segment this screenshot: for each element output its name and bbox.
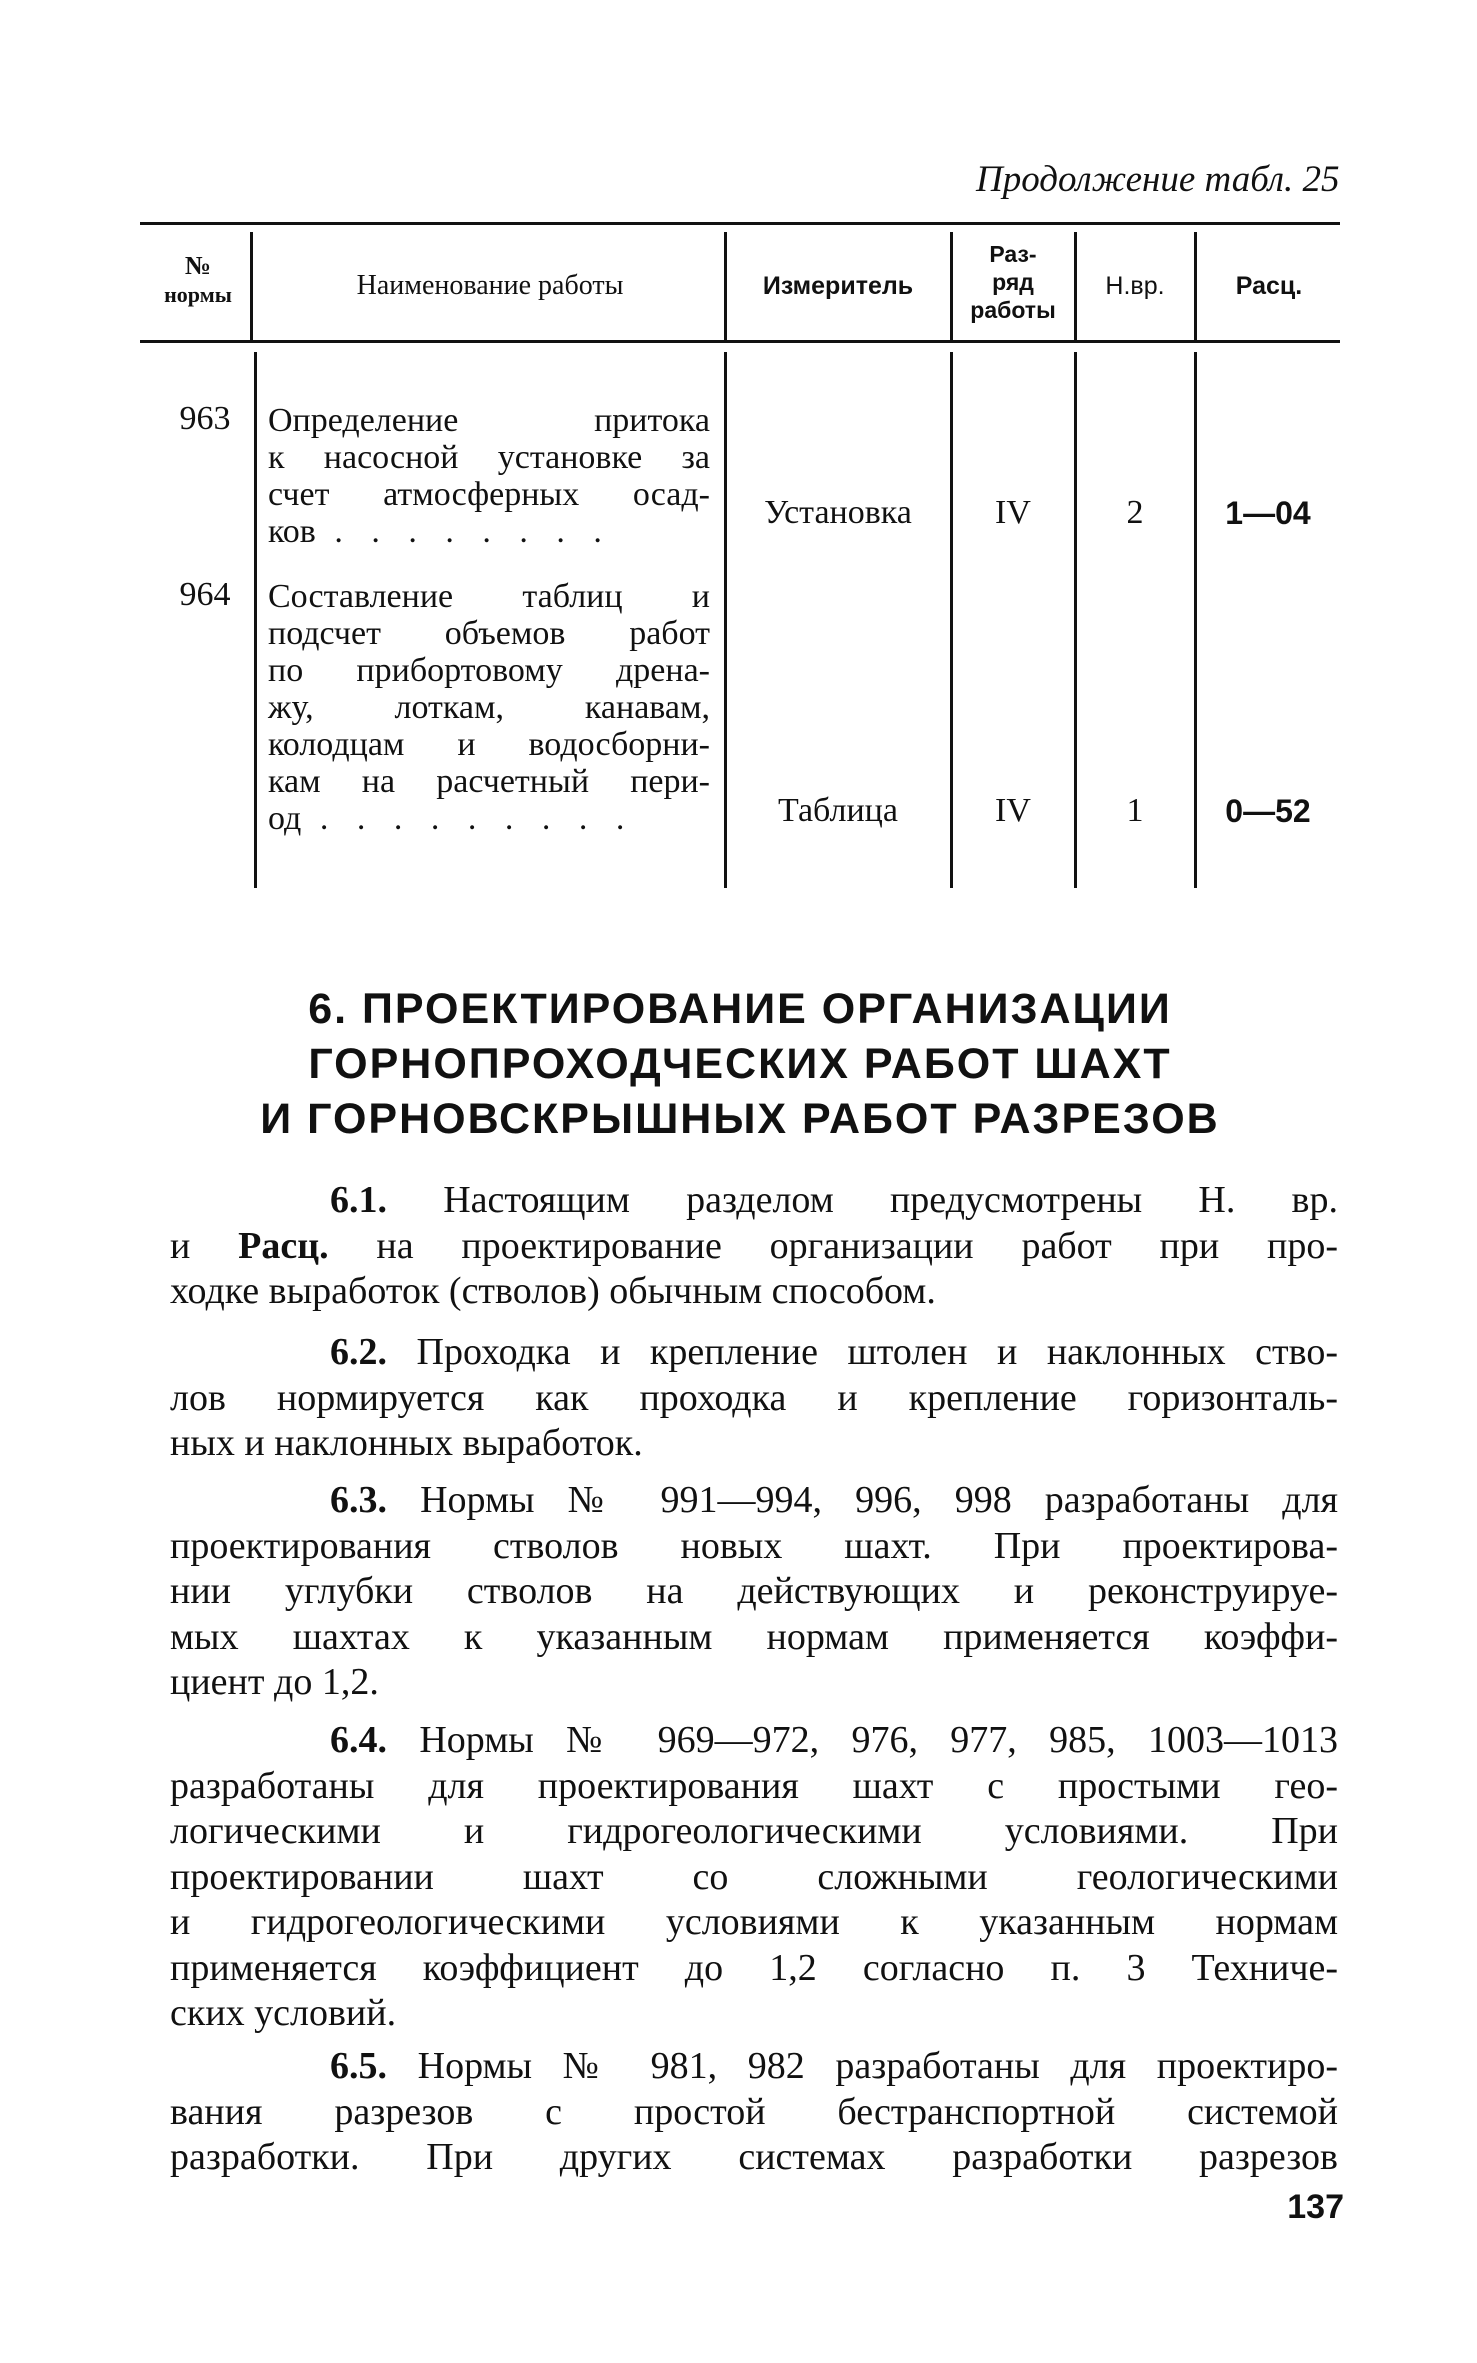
description-last-line xyxy=(268,800,710,837)
row-description xyxy=(268,578,710,837)
row-unit: Установка xyxy=(764,494,912,531)
header-divider xyxy=(1074,232,1077,340)
header-rate: Расц. xyxy=(1235,272,1303,300)
description-line: Определение притока xyxy=(268,402,710,439)
description-line: колодцам и водосборни- xyxy=(268,726,710,763)
paragraph-line: лов нормируется как проходка и крепление горизонталь- xyxy=(170,1376,1338,1419)
paragraph-line: мых шахтах к указанным нормам применяется коэффи- xyxy=(170,1615,1338,1658)
row-rate: 1—04 xyxy=(1225,495,1311,531)
paragraph-line: логическими и гидрогеологическими условиями. При xyxy=(170,1810,1338,1852)
paragraph-line: и гидрогеологическими условиями к указанным нормам xyxy=(170,1901,1338,1943)
paragraph-line: нии углубки стволов на действующих и реконструируе- xyxy=(170,1570,1338,1612)
paragraph-text: Проходка и крепление штолен и наклонных ство- xyxy=(416,1331,1338,1373)
description-line: Составление таблиц и xyxy=(268,578,710,615)
paragraph-line: циент до 1,2. xyxy=(170,1661,379,1703)
paragraph xyxy=(170,2044,1338,2181)
header-grade-line3: работы xyxy=(970,297,1056,323)
section-title-line: ГОРНОПРОХОДЧЕСКИХ РАБОТ ШАХТ xyxy=(308,1040,1172,1088)
description-last-line xyxy=(268,513,710,550)
paragraph-number: 6.4. xyxy=(330,1719,387,1761)
header-norm-time: Н.вр. xyxy=(1105,272,1165,300)
paragraph-number: 6.1. xyxy=(330,1179,387,1221)
header-divider xyxy=(950,232,953,340)
header-divider xyxy=(250,232,253,340)
column-divider xyxy=(254,352,257,888)
paragraph xyxy=(170,1718,1338,2037)
header-number-label: нормы xyxy=(164,282,232,307)
header-unit: Измеритель xyxy=(762,272,914,300)
description-line: ков xyxy=(268,513,316,550)
description-line: счет атмосферных осад- xyxy=(268,476,710,513)
row-norm-time: 1 xyxy=(1126,792,1144,829)
paragraph-line: разработки. При других системах разработки разрезов xyxy=(170,2136,1338,2178)
description-line: жу, лоткам, канавам, xyxy=(268,689,710,726)
paragraph-number: 6.5. xyxy=(330,2045,387,2087)
paragraph xyxy=(170,1178,1338,1315)
paragraph-text: Нормы № 969—972, 976, 977, 985, 1003—1013 xyxy=(419,1719,1339,1761)
paragraph-line: и Расц. на проектирование организации работ при про- xyxy=(170,1224,1338,1267)
paragraph-line: ходке выработок (стволов) обычным способом. xyxy=(170,1270,936,1312)
paragraph-number: 6.3. xyxy=(330,1479,387,1521)
row-rate: 0—52 xyxy=(1225,793,1311,829)
paragraph xyxy=(170,1330,1338,1467)
row-norm-time: 2 xyxy=(1126,494,1144,531)
paragraph-text: Настоящим разделом предусмотрены Н. вр. xyxy=(443,1179,1338,1221)
description-line: по прибортовому дрена- xyxy=(268,652,710,689)
row-number: 964 xyxy=(179,576,231,613)
leader-dots: . . . . . . . . . xyxy=(301,800,635,837)
description-line: од xyxy=(268,800,302,837)
paragraph-line: ных и наклонных выработок. xyxy=(170,1422,643,1464)
paragraph-line xyxy=(170,1718,1338,1764)
table-continuation-caption: Продолжение табл. 25 xyxy=(976,159,1340,200)
header-work-name: Наименование работы xyxy=(356,270,624,301)
row-number: 963 xyxy=(179,400,231,437)
paragraph-text: Нормы № 981, 982 разработаны для проектиро- xyxy=(417,2045,1338,2087)
leader-dots: . . . . . . . . xyxy=(315,513,612,550)
section-title xyxy=(160,982,1320,1147)
header-number-symbol: № xyxy=(184,251,212,280)
paragraph-line xyxy=(170,1478,1338,1524)
row-unit: Таблица xyxy=(778,792,898,829)
page-number: 137 xyxy=(1287,2188,1344,2226)
paragraph-line: разработаны для проектирования шахт с простыми гео- xyxy=(170,1764,1338,1807)
paragraph-line: вания разрезов с простой бестранспортной системой xyxy=(170,2090,1338,2133)
paragraph-number: 6.2. xyxy=(330,1331,387,1373)
header-grade-line2: ряд xyxy=(992,269,1034,295)
paragraph-line: проектирования стволов новых шахт. При проектирова- xyxy=(170,1524,1338,1567)
section-title-line: 6. ПРОЕКТИРОВАНИЕ ОРГАНИЗАЦИИ xyxy=(308,985,1172,1033)
description-line: кам на расчетный пери- xyxy=(268,763,710,800)
paragraph-line xyxy=(170,1178,1338,1224)
table-header-rule xyxy=(140,340,1340,343)
description-line: к насосной установке за xyxy=(268,439,710,476)
paragraph-line: проектировании шахт со сложными геологическими xyxy=(170,1855,1338,1898)
row-grade: IV xyxy=(995,792,1031,829)
header-number xyxy=(148,252,248,309)
paragraph-line xyxy=(170,1330,1338,1376)
paragraph-line: применяется коэффициент до 1,2 согласно п. 3 Техниче- xyxy=(170,1946,1338,1989)
paragraph-line xyxy=(170,2044,1338,2090)
table-top-rule xyxy=(140,222,1340,225)
header-divider xyxy=(1194,232,1197,340)
paragraph-text: Нормы № 991—994, 996, 998 разработаны для xyxy=(420,1479,1339,1521)
description-line: подсчет объемов работ xyxy=(268,615,710,652)
paragraph xyxy=(170,1478,1338,1706)
section-title-line: И ГОРНОВСКРЫШНЫХ РАБОТ РАЗРЕЗОВ xyxy=(260,1095,1220,1143)
header-grade xyxy=(954,240,1072,324)
paragraph-line: ских условий. xyxy=(170,1992,397,2034)
header-grade-line1: Раз- xyxy=(989,241,1037,267)
emphasis-rate: Расц. xyxy=(238,1224,329,1267)
row-grade: IV xyxy=(995,494,1031,531)
row-description xyxy=(268,402,710,550)
header-divider xyxy=(724,232,727,340)
